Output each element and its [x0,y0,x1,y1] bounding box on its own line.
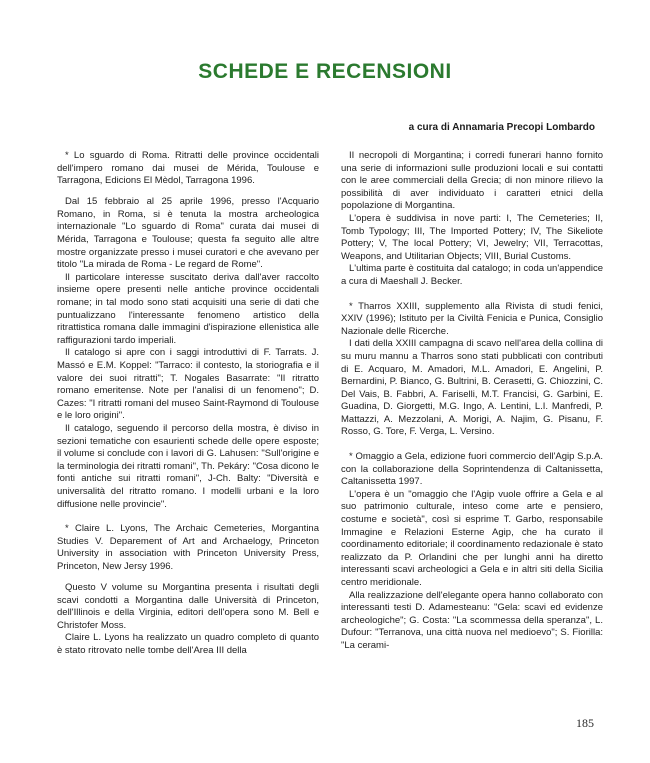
paragraph: Questo V volume su Morgantina presenta i risultati degli scavi condotti a Morgantina dalle Università di Princeton, dell'Illinois e della Virginia, editori dell'opera sono M. Bell e Christofer Moss. [57,582,319,631]
paragraph: Claire L. Lyons ha realizzato un quadro completo di quanto è stato ritrovato nelle tombe dell'Area III della [57,632,319,656]
paragraph: Alla realizzazione dell'elegante opera hanno collaborato con interessanti testi D. Adamesteanu: "Gela: scavi ed evidenze archeologiche"; G. Costa: "La scommessa della speranza", L. Dufour: "Terranova, una città nuova nel medioevo"; S. Fiorilla: "La cerami- [341,589,603,651]
paragraph: I dati della XXIII campagna di scavo nell'area della collina di su muru mannu a Tharros sono stati pubblicati con contributi di E. Acquaro, M. Amadori, M.L. Amadori, E. Angelini, P. Bernardini, P. Bianco, G. Bultrini, B. Cerasetti, G. Chiozzini, C. Del Vais, B. Fabbri, A. Fariselli, M.T. Francisi, G. Garbini, E. Guadina, D. Giorgetti, M.G. Ingo, A. Lentini, L.I. Manfredi, P. Mattazzi, A. Mezzolani, A. Morigi, A. Najim, G. Pisanu, F. Rosso, G. Tore, F. Verga, L. Versino. [341,338,603,438]
page-number: 185 [576,716,594,730]
review-entry-heading: * Omaggio a Gela, edizione fuori commercio dell'Agip S.p.A. con la collaborazione della Soprintendenza di Caltanissetta, Caltanissetta 1997. [341,451,603,488]
section-title: SCHEDE E RECENSIONI [198,60,452,83]
paragraph: Il particolare interesse suscitato deriva dall'aver raccolto insieme opere presenti nelle antiche province occidentali romane; in tal modo sono stati acquisiti una serie di dati che puntualizzano l'interessante fenomeno artistico della ritrattistica romana dalle immagini d'ispirazione ellenistica alle raffigurazioni tardo imperiali. [57,271,319,346]
paragraph: Il catalogo si apre con i saggi introduttivi di F. Tarrats. J. Massó e E.M. Koppel: "Tarraco: il contesto, la storiografia e il valore dei suoi ritratti"; T. Nogales Basarrate: "Il ritratto romano emeritense. Note per l'analisi di un fenomeno"; D. Cazes: "I ritratti romani del museo Saint-Raymond di Toulouse e le loro origini". [57,347,319,422]
editor-credit: a cura di Annamaria Precopi Lombardo [408,122,595,133]
paragraph: Il catalogo, seguendo il percorso della mostra, è diviso in sezioni tematiche con esaurienti schede delle opere esposte; il volume si conclude con i lavori di G. Lahusen: "Sull'origine e la terminologia dei ritratti romani", Th. Pekáry: "Cosa dicono le fonti antiche sui ritratti romani", J-Ch. Balty: "Diversità e universalità del ritratto romano. I modelli urbani e la loro diffusione nelle provincie". [57,422,319,510]
paragraph: Dal 15 febbraio al 25 aprile 1996, presso l'Acquario Romano, in Roma, si è tenuta la mostra archeologica internazionale "Lo sguardo di Roma" curata dai musei di Mérida, Tarragona e Toulouse; questa fa seguito alle altre mostre organizzate presso i musei curatori e che avevano per titolo "La mirada de Roma - Le regard de Rome". [57,196,319,271]
paragraph: L'ultima parte è costituita dal catalogo; in coda un'appendice a cura di Maeshall J. Becker. [341,263,603,287]
paragraph: II necropoli di Morgantina; i corredi funerari hanno fornito una serie di informazioni sulle produzioni locali e sui contatti con le aree commerciali della Grecia; di non minore rilievo la possibilità di aver individuato i caratteri etnici della popolazione di Morgantina. [341,150,603,212]
right-column [341,150,603,653]
paragraph: L'opera è suddivisa in nove parti: I, The Cemeteries; II, Tomb Typology; III, The Imported Pottery; IV, The Sikeliote Pottery; V, The local Pottery; VI, Jewelry; VII, Terracottas, Weapons, and Utilitarian Objects; VIII, Burial Customs. [341,212,603,262]
paragraph: L'opera è un "omaggio che l'Agip vuole offrire a Gela e al suo patrimonio culturale, inteso come arte e pensiero, costume e società", così si esprime T. Garbo, responsabile Immagine e Relazioni Esterne Agip, che ha curato il coordinamento editoriale; il coordinamento redazionale è stato realizzato da P. Orlandini che per lunghi anni ha diretto interessanti scavi archeologici a Gela e in altri siti della Sicilia centro meridionale. [341,488,603,588]
left-column [57,150,319,658]
review-entry-heading: * Lo sguardo di Roma. Ritratti delle province occidentali dell'impero romano dai musei de Mérida, Toulouse e Tarragona, Edicions El Mèdol, Tarragona 1996. [57,150,319,187]
review-entry-heading: * Tharros XXIII, supplemento alla Rivista di studi fenici, XXIV (1996); Istituto per la Civiltà Fenicia e Punica, Consiglio Nazionale delle Ricerche. [341,300,603,337]
review-entry-heading: * Claire L. Lyons, The Archaic Cemeteries, Morgantina Studies V. Deparement of Art and Archaelogy, Princeton University in association with Princeton University Press, Princeton, New Jersy 1996. [57,523,319,572]
